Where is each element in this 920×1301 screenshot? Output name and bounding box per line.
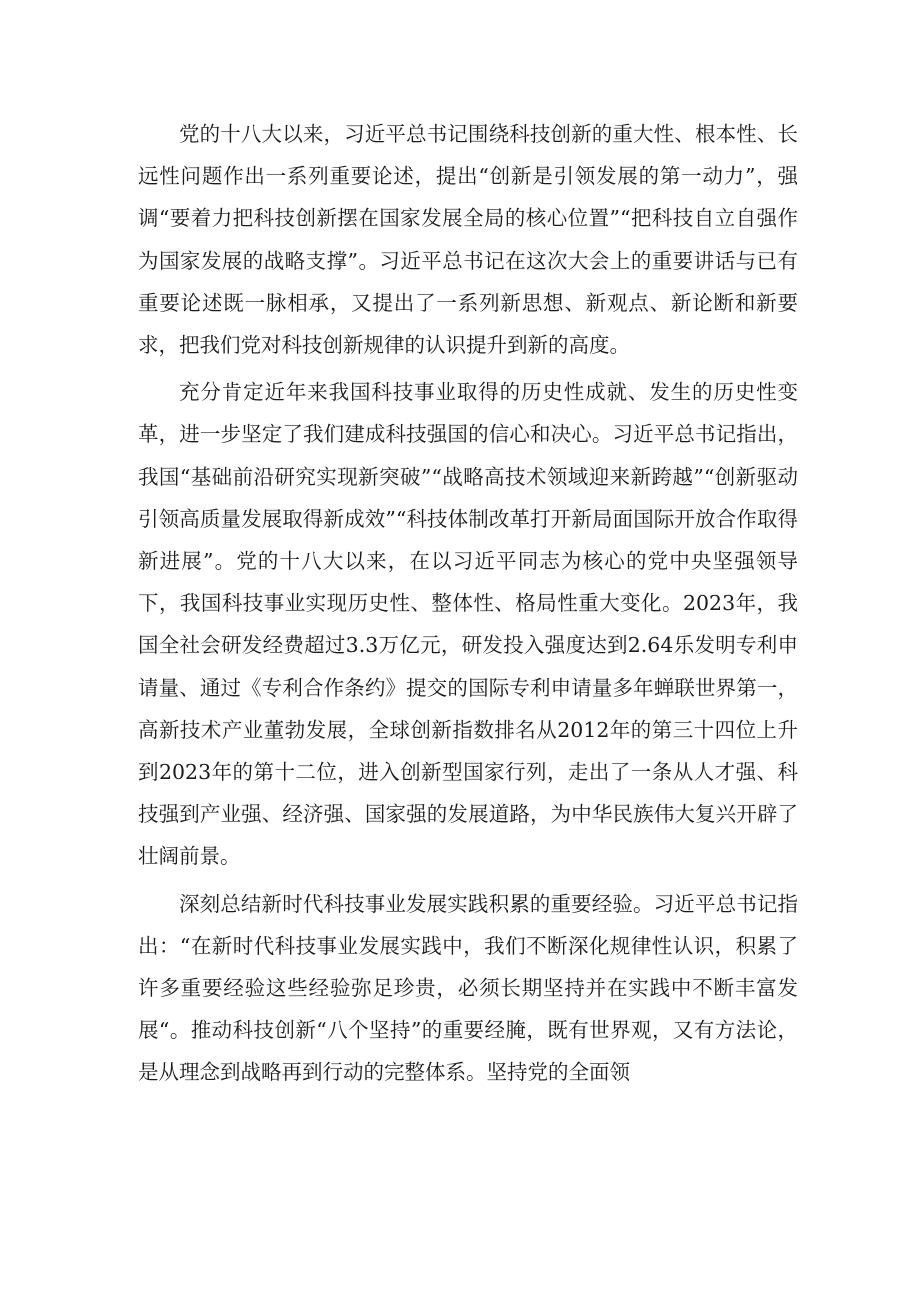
- paragraph-2: 充分肯定近年来我国科技事业取得的历史性成就、发生的历史性变革，进一步坚定了我们建成科技强国的信心和决心。习近平总书记指出，我国“基础前沿研究实现新突破”“战略高技术领域迎来新跨越”“创新驱动引领高质量发展取得新成效”“科技体制改革打开新局面国际开放合作取得新进展”。党的十八大以来，在以习近平同志为核心的党中央坚强领导下，我国科技事业实现历史性、整体性、格局性重大变化。2023年，我国全社会研发经费超过3.3万亿元，研发投入强度达到2.64乐发明专利申请量、通过《专利合作条约》提交的国际专利申请量多年蝉联世界第一，高新技术产业董勃发展，全球创新指数排名从2012年的第三十四位上升到2023年的第十二位，进入创新型国家行列，走出了一条从人才强、科技强到产业强、经济强、国家强的发展道路，为中华民族伟大复兴开辟了壮阔前景。: [138, 380, 798, 869]
- document-body: [138, 113, 798, 1099]
- paragraph-3: 深刻总结新时代科技事业发展实践积累的重要经验。习近平总书记指出：“在新时代科技事业发展实践中，我们不断深化规律性认识，积累了许多重要经验这些经验弥足珍贵，必须长期坚持并在实践中不断丰富发展“。推动科技创新“八个坚持”的重要经腌，既有世界观，又有方法论，是从理念到战略再到行动的完整体系。坚持党的全面领: [138, 891, 798, 1085]
- paragraph-1: 党的十八大以来，习近平总书记围绕科技创新的重大性、根本性、长远性问题作出一系列重要论述，提出“创新是引领发展的第一动力”，强调“要着力把科技创新摆在国家发展全局的核心位置”“把科技自立自强作为国家发展的战略支撑”。习近平总书记在这次大会上的重要讲话与已有重要论述既一脉相承，又提出了一系列新思想、新观点、新论断和新要求，把我们党对科技创新规律的认识提升到新的高度。: [138, 122, 798, 358]
